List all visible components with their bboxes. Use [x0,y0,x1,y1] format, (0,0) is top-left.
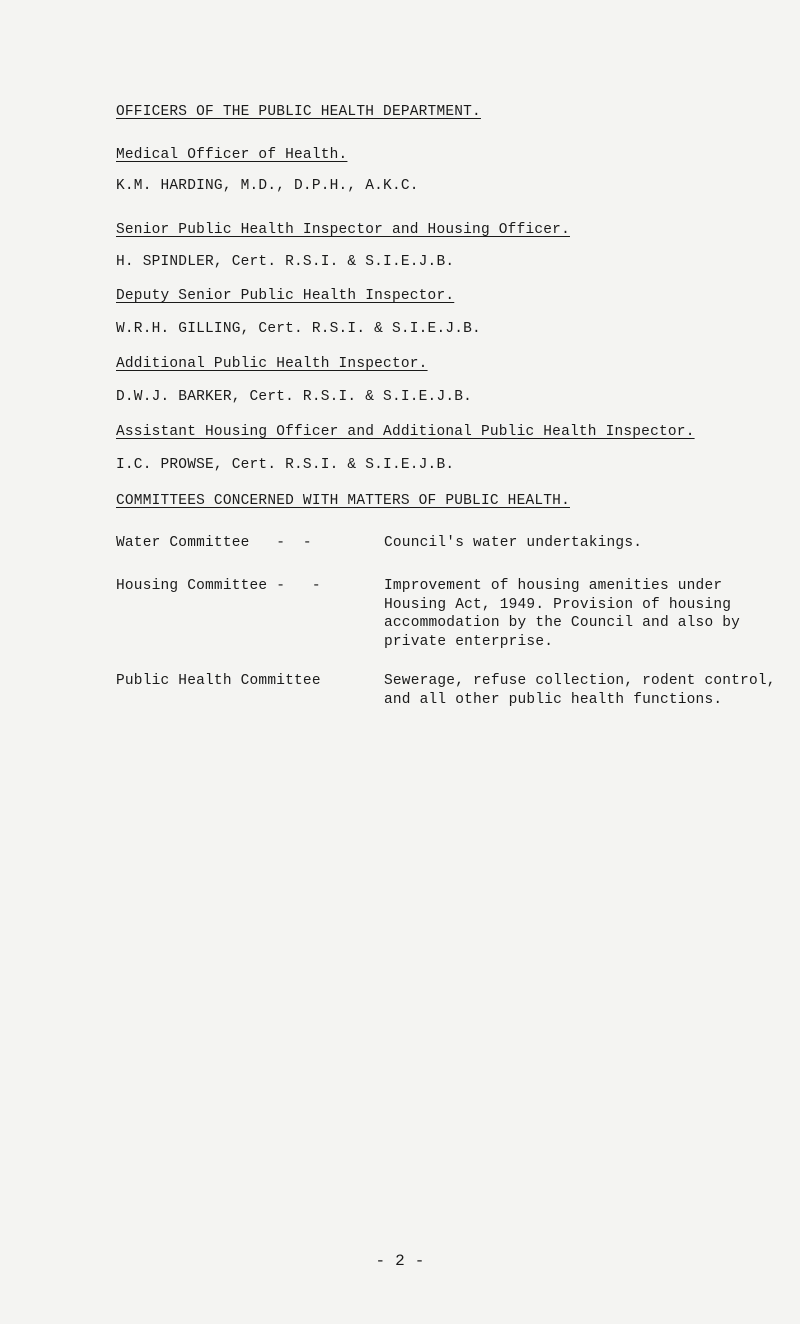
officer-name-assistant-housing: I.C. PROWSE, Cert. R.S.I. & S.I.E.J.B. [116,457,455,473]
committee-name-housing: Housing Committee - - [116,578,321,594]
officer-name-medical: K.M. HARDING, M.D., D.P.H., A.K.C. [116,178,419,194]
officer-name-deputy-inspector: W.R.H. GILLING, Cert. R.S.I. & S.I.E.J.B. [116,321,481,337]
committee-duties-housing: Improvement of housing amenities under Housing Act, 1949. Provision of housing accommodation by the Council and also by private enterprise. [384,578,741,650]
officer-title-medical: Medical Officer of Health. [116,147,348,163]
page-heading: OFFICERS OF THE PUBLIC HEALTH DEPARTMENT. [116,104,481,120]
committees-heading: COMMITTEES CONCERNED WITH MATTERS OF PUBLIC HEALTH. [116,493,570,509]
committee-name-water: Water Committee - - [116,535,312,551]
officer-name-senior-inspector: H. SPINDLER, Cert. R.S.I. & S.I.E.J.B. [116,254,455,270]
officer-title-senior-inspector: Senior Public Health Inspector and Housing Officer. [116,222,570,238]
committee-duties-public-health: Sewerage, refuse collection, rodent control, and all other public health functions. [384,673,776,708]
officer-title-assistant-housing: Assistant Housing Officer and Additional Public Health Inspector. [116,424,695,440]
page-number: - 2 - [375,1252,425,1270]
committee-name-public-health: Public Health Committee [116,673,321,689]
officer-title-additional-inspector: Additional Public Health Inspector. [116,356,428,372]
officer-title-deputy-inspector: Deputy Senior Public Health Inspector. [116,288,455,304]
committee-duties-water: Council's water undertakings. [384,535,643,551]
officer-name-additional-inspector: D.W.J. BARKER, Cert. R.S.I. & S.I.E.J.B. [116,389,473,405]
